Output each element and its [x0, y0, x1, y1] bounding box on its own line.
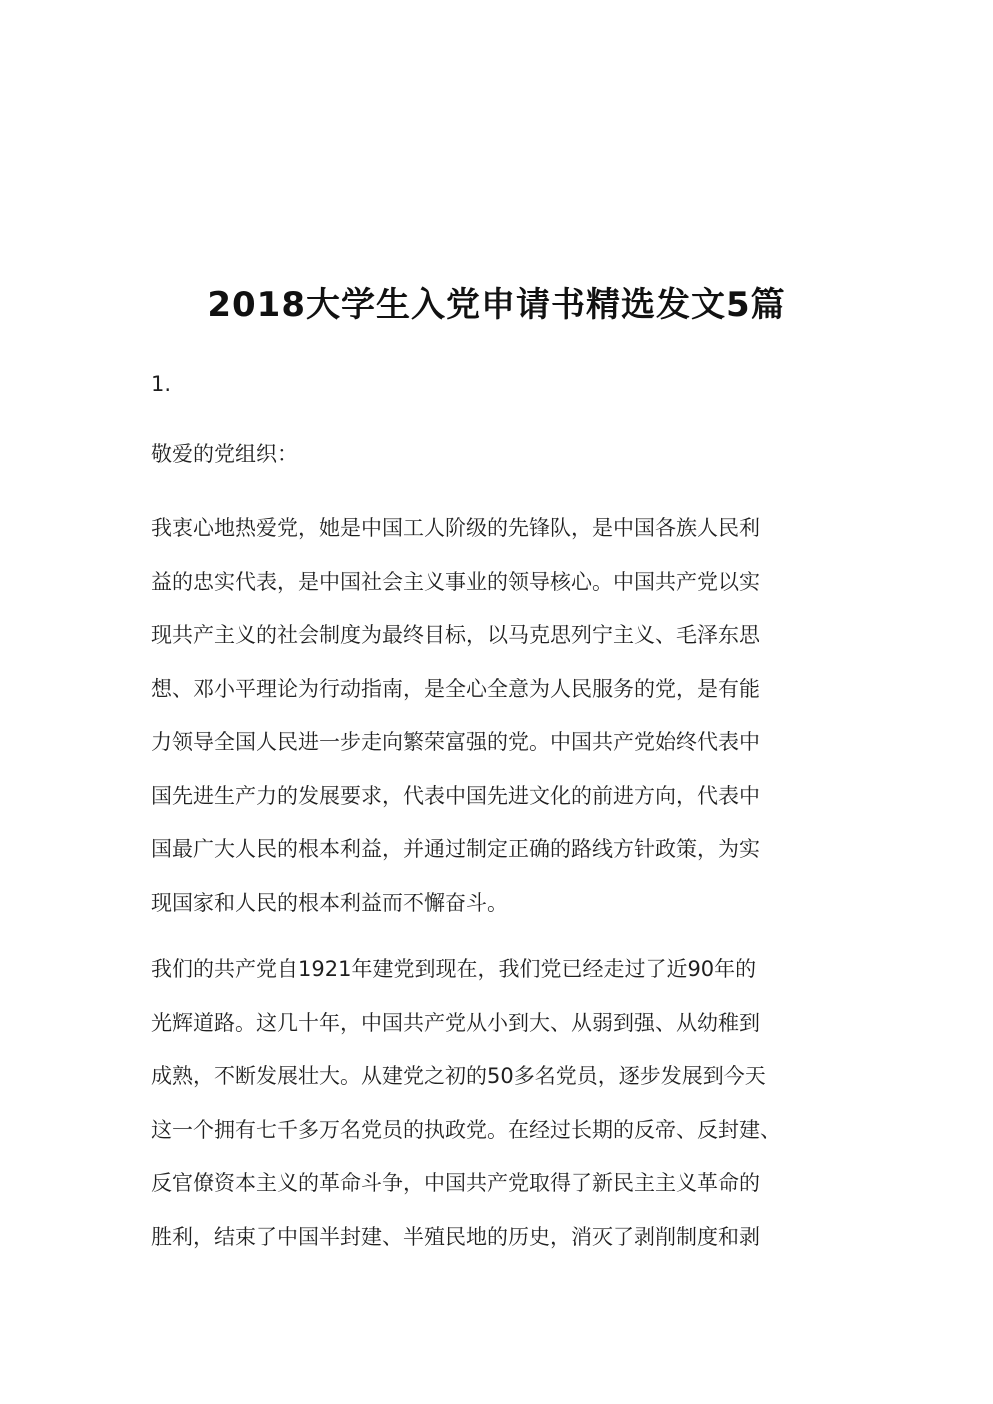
paragraph-line: 光辉道路。这几十年，中国共产党从小到大、从弱到强、从幼稚到	[151, 1010, 760, 1035]
paragraph-2	[151, 943, 851, 1264]
document-title: 2018大学生入党申请书精选发文5篇	[207, 285, 786, 325]
paragraph-1	[151, 502, 851, 930]
paragraph-line: 现共产主义的社会制度为最终目标，以马克思列宁主义、毛泽东思	[151, 623, 760, 647]
paragraph-line: 现国家和人民的根本利益而不懈奋斗。	[151, 890, 508, 915]
paragraph-line: 想、邓小平理论为行动指南，是全心全意为人民服务的党，是有能	[151, 676, 760, 701]
item-number: 1.	[151, 372, 172, 396]
paragraph-line: 反官僚资本主义的革命斗争，中国共产党取得了新民主主义革命的	[151, 1171, 760, 1195]
paragraph-line: 力领导全国人民进一步走向繁荣富强的党。中国共产党始终代表中	[151, 730, 760, 754]
paragraph-line: 这一个拥有七千多万名党员的执政党。在经过长期的反帝、反封建、	[151, 1117, 781, 1142]
paragraph-line: 国最广大人民的根本利益，并通过制定正确的路线方针政策，为实	[151, 837, 760, 861]
paragraph-line: 我们的共产党自1921年建党到现在，我们党已经走过了近90年的	[151, 957, 757, 981]
paragraph-line: 成熟，不断发展壮大。从建党之初的50多名党员，逐步发展到今天	[151, 1064, 766, 1088]
paragraph-line: 国先进生产力的发展要求，代表中国先进文化的前进方向，代表中	[151, 783, 760, 808]
paragraph-line: 我衷心地热爱党，她是中国工人阶级的先锋队，是中国各族人民利	[151, 516, 760, 540]
paragraph-line: 益的忠实代表，是中国社会主义事业的领导核心。中国共产党以实	[151, 569, 760, 594]
salutation: 敬爱的党组织：	[151, 442, 298, 466]
paragraph-line: 胜利，结束了中国半封建、半殖民地的历史，消灭了剥削制度和剥	[151, 1224, 760, 1249]
